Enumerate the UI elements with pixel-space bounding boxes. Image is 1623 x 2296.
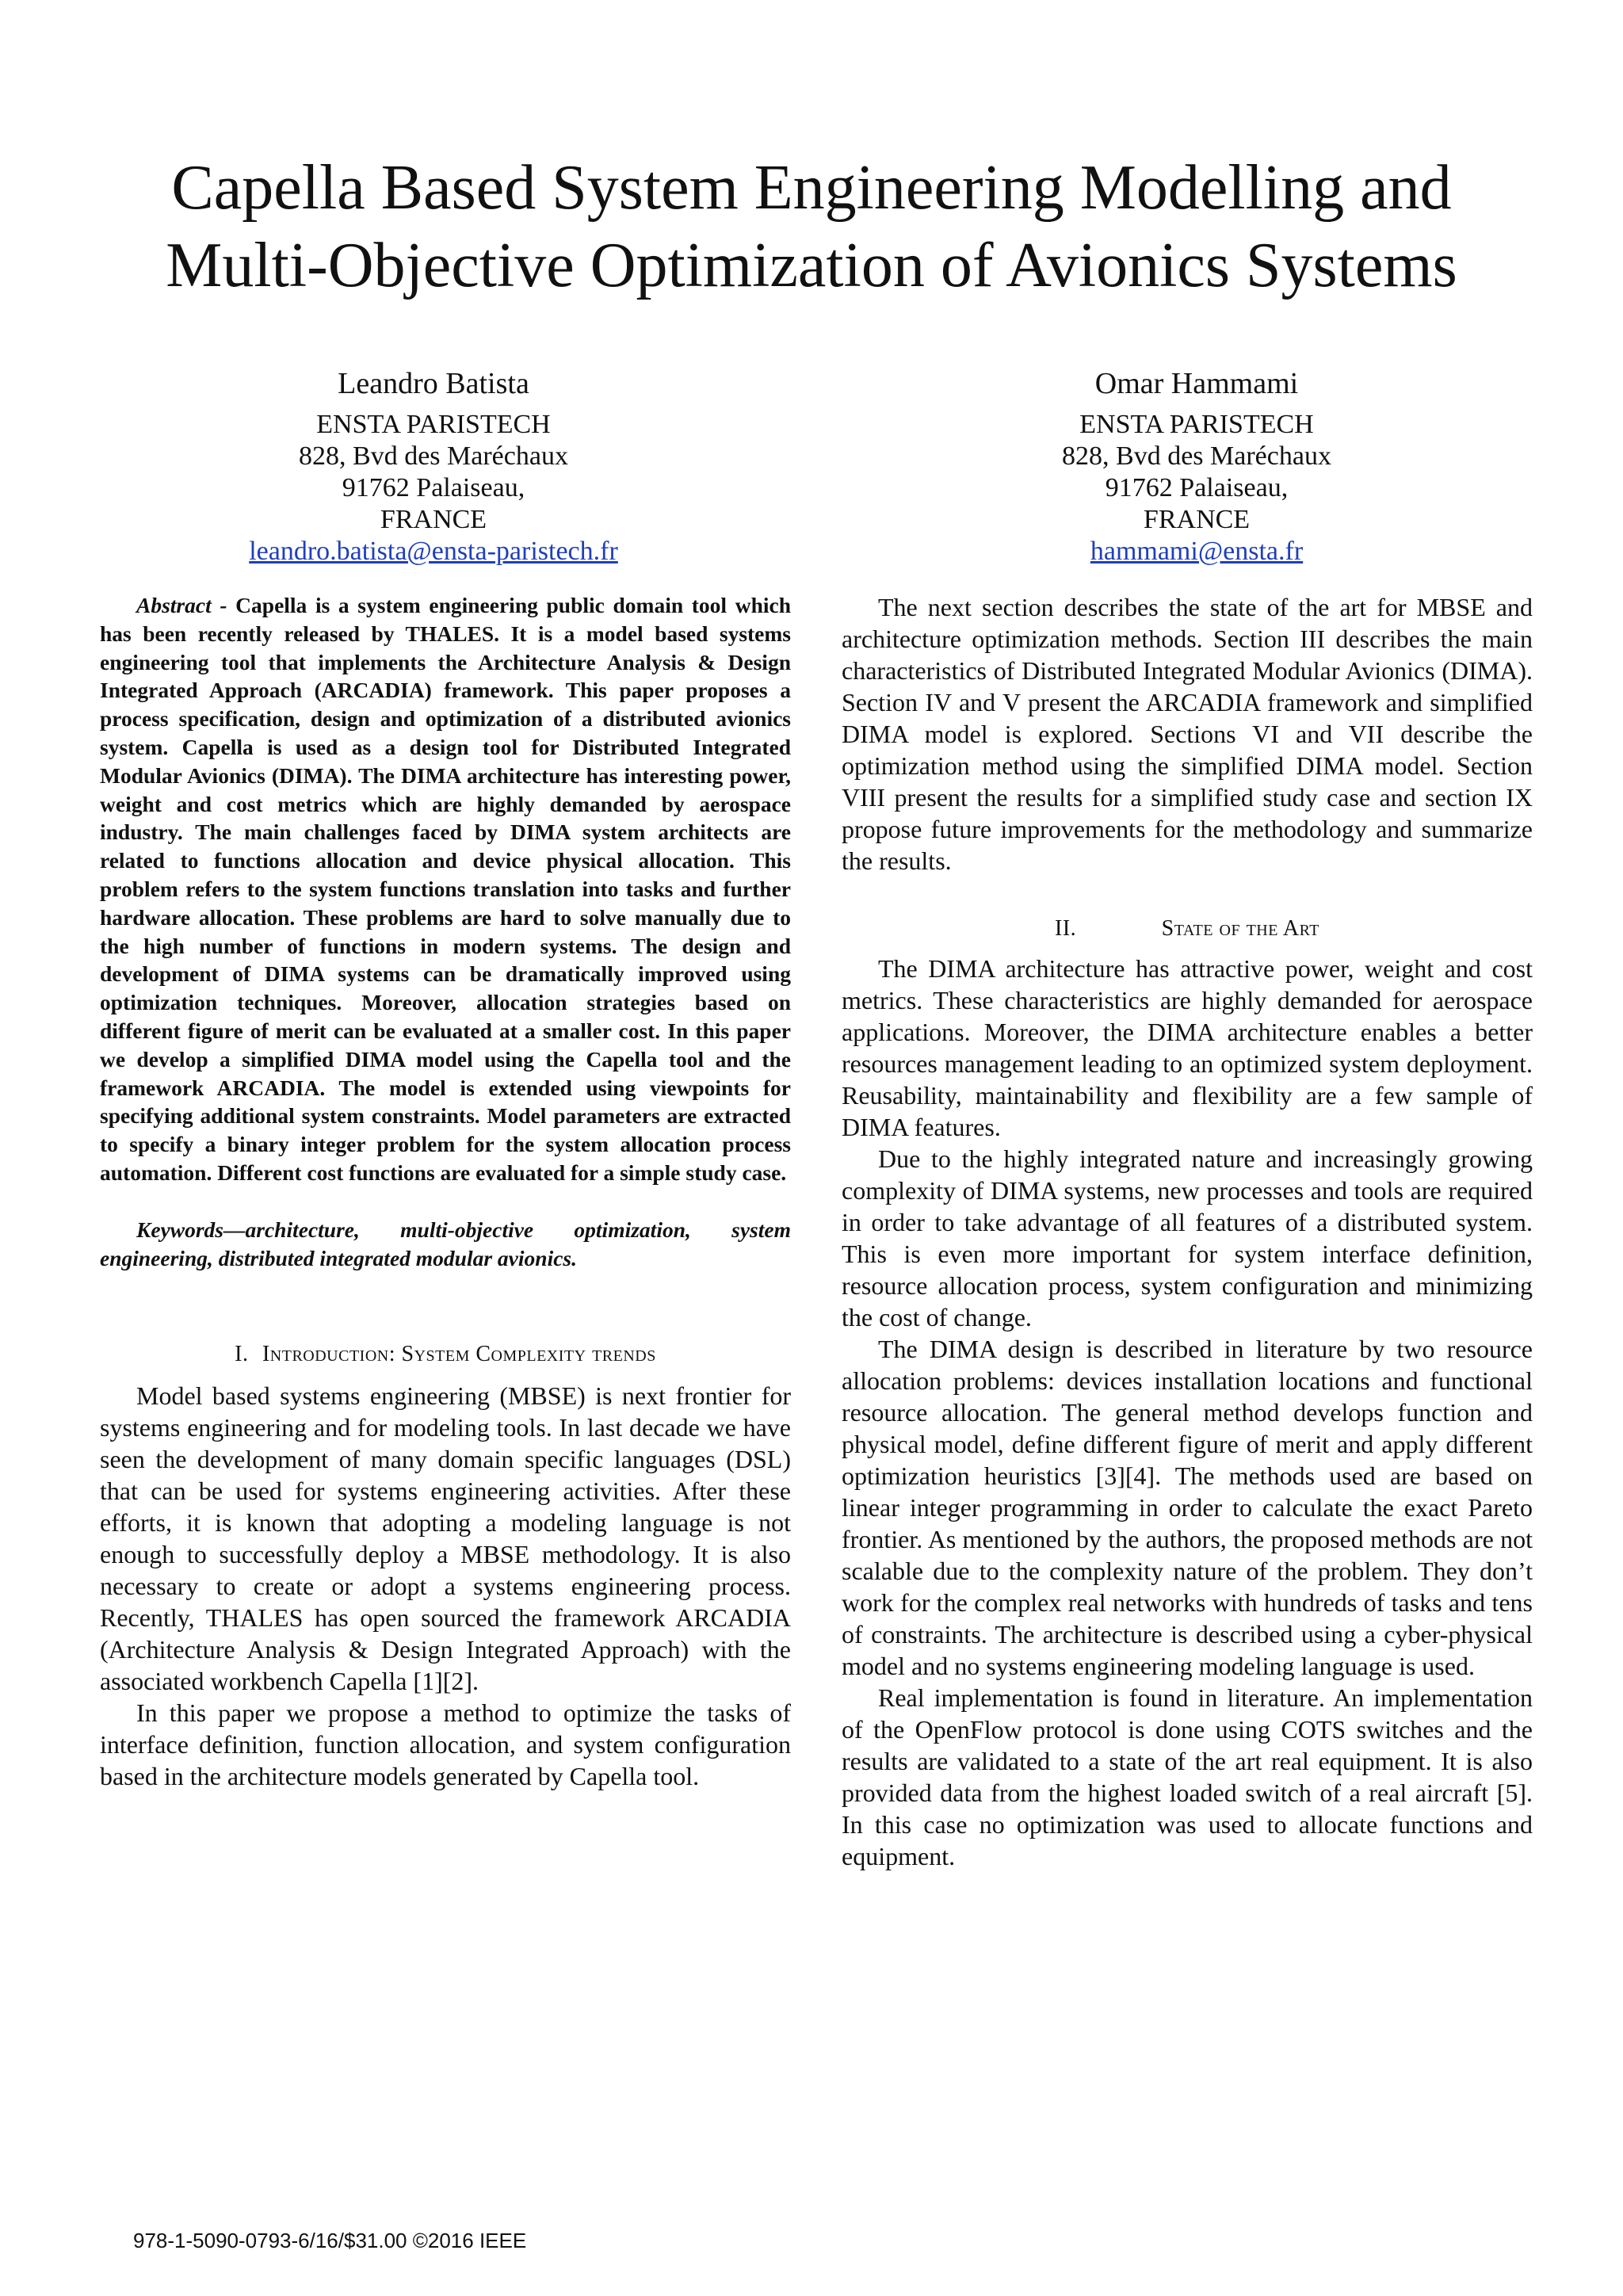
right-column	[842, 591, 1533, 1872]
author-name: Leandro Batista	[338, 367, 529, 400]
copyright-footer: 978-1-5090-0793-6/16/$31.00 ©2016 IEEE	[133, 2229, 527, 2252]
section-number: I.	[235, 1342, 249, 1367]
author-email-link[interactable]: hammami@ensta.fr	[1090, 537, 1304, 566]
author-country: FRANCE	[380, 505, 487, 534]
section-title: State of the Art	[1161, 916, 1319, 941]
paragraph: Due to the highly integrated nature and increasingly growing complexity of DIMA systems, new processes and tools are required in order to take advantage of all features of a distributed system. This is even more important for system interface definition, resource allocation process, system configuration and minimizing the cost of change.	[842, 1144, 1533, 1331]
author-city: 91762 Palaiseau,	[342, 473, 525, 502]
abstract	[100, 591, 791, 1187]
title-line-1: Capella Based System Engineering Modelling and	[171, 153, 1452, 223]
author-name: Omar Hammami	[1094, 367, 1299, 400]
author-affiliation: ENSTA PARISTECH	[1079, 410, 1314, 439]
author-affiliation: ENSTA PARISTECH	[316, 410, 551, 439]
paragraph: In this paper we propose a method to optimize the tasks of interface definition, function allocation, and system configuration based in the architecture models generated by Capella tool.	[100, 1698, 791, 1791]
author-address: 828, Bvd des Maréchaux	[299, 441, 568, 471]
section-heading-1	[100, 1339, 791, 1370]
title-line-2: Multi-Objective Optimization of Avionics Systems	[166, 231, 1457, 300]
author-block-2	[951, 363, 1442, 567]
paragraph: Model based systems engineering (MBSE) is next frontier for systems engineering and for modeling tools. In last decade we have seen the development of many domain specific languages (DSL) that can be used for systems engineering activities. After these efforts, it is known that adopting a modeling language is not enough to successfully deploy a MBSE methodology. It is also necessary to create or adopt a systems engineering process. Recently, THALES has open sourced the framework ARCADIA (Architecture Analysis & Design Integrated Approach) with the associated workbench Capella [1][2].	[100, 1381, 791, 1696]
section-heading-2	[842, 913, 1533, 945]
paragraph: The DIMA architecture has attractive power, weight and cost metrics. These characteristics are highly demanded for aerospace applications. Moreover, the DIMA architecture enables a better resources management leading to an optimized system deployment. Reusability, maintainability and flexibility are a few sample of DIMA features.	[842, 954, 1533, 1141]
paragraph: The DIMA design is described in literature by two resource allocation problems: devices installation locations and functional resource allocation. The general method develops function and physical model, define different figure of merit and apply different optimization heuristics [3][4]. The methods used are based on linear integer programming in order to calculate the exact Pareto frontier. As mentioned by the authors, the proposed methods are not scalable due to the complexity nature of the problem. They don’t work for the complex real networks with hundreds of tasks and tens of constraints. The architecture is described using a cyber-physical model and no systems engineering modeling language is used.	[842, 1335, 1533, 1680]
paragraph: The next section describes the state of the art for MBSE and architecture optimization methods. Section III describes the main characteristics of Distributed Integrated Modular Avionics (DIMA). Section IV and V present the ARCADIA framework and simplified DIMA model is explored. Sections VI and VII describe the optimization method using the simplified DIMA model. Section VIII present the results for a simplified study case and section IX propose future improvements for the methodology and summarize the results.	[842, 593, 1533, 875]
section-title: Introduction: System Complexity trends	[262, 1342, 656, 1367]
author-block-1	[188, 363, 679, 567]
abstract-text: Capella is a system engineering public domain tool which has been recently released by THALES. It is a model based systems engineering tool that implements the Architecture Analysis & Design Integrated Approach (ARCADIA) framework. This paper proposes a process specification, design and optimization of a distributed avionics system. Capella is used as a design tool for Distributed Integrated Modular Avionics (DIMA). The DIMA architecture has interesting power, weight and cost metrics which are highly demanded by aerospace industry. The main challenges faced by DIMA system architects are related to functions allocation and device physical allocation. This problem refers to the system functions translation into tasks and further hardware allocation. These problems are hard to solve manually due to the high number of functions in modern systems. The design and development of DIMA systems can be dramatically improved using optimization techniques. Moreover, allocation strategies based on different figure of merit can be evaluated at a smaller cost. In this paper we develop a simplified DIMA model using the Capella tool and the framework ARCADIA. The model is extended using viewpoints for specifying additional system constraints. Model parameters are extracted to specify a binary integer problem for the system allocation process automation. Different cost functions are evaluated for a simple study case.	[100, 593, 792, 1185]
author-address: 828, Bvd des Maréchaux	[1062, 441, 1331, 471]
left-column	[100, 591, 791, 1792]
section-number: II.	[1055, 916, 1077, 941]
author-email-link[interactable]: leandro.batista@ensta-paristech.fr	[249, 537, 618, 566]
abstract-lead: Abstract -	[136, 593, 227, 617]
author-city: 91762 Palaiseau,	[1105, 473, 1289, 502]
author-country: FRANCE	[1143, 505, 1251, 534]
paragraph: Real implementation is found in literature. An implementation of the OpenFlow protocol is done using COTS switches and the results are validated to a state of the art real equipment. It is also provided data from the highest loaded switch of a real aircraft [5]. In this case no optimization was used to allocate functions and equipment.	[842, 1683, 1533, 1870]
paper-title	[95, 149, 1528, 304]
keywords: Keywords—architecture, multi-objective optimization, system engineering, distributed integrated modular avionics.	[100, 1217, 791, 1270]
